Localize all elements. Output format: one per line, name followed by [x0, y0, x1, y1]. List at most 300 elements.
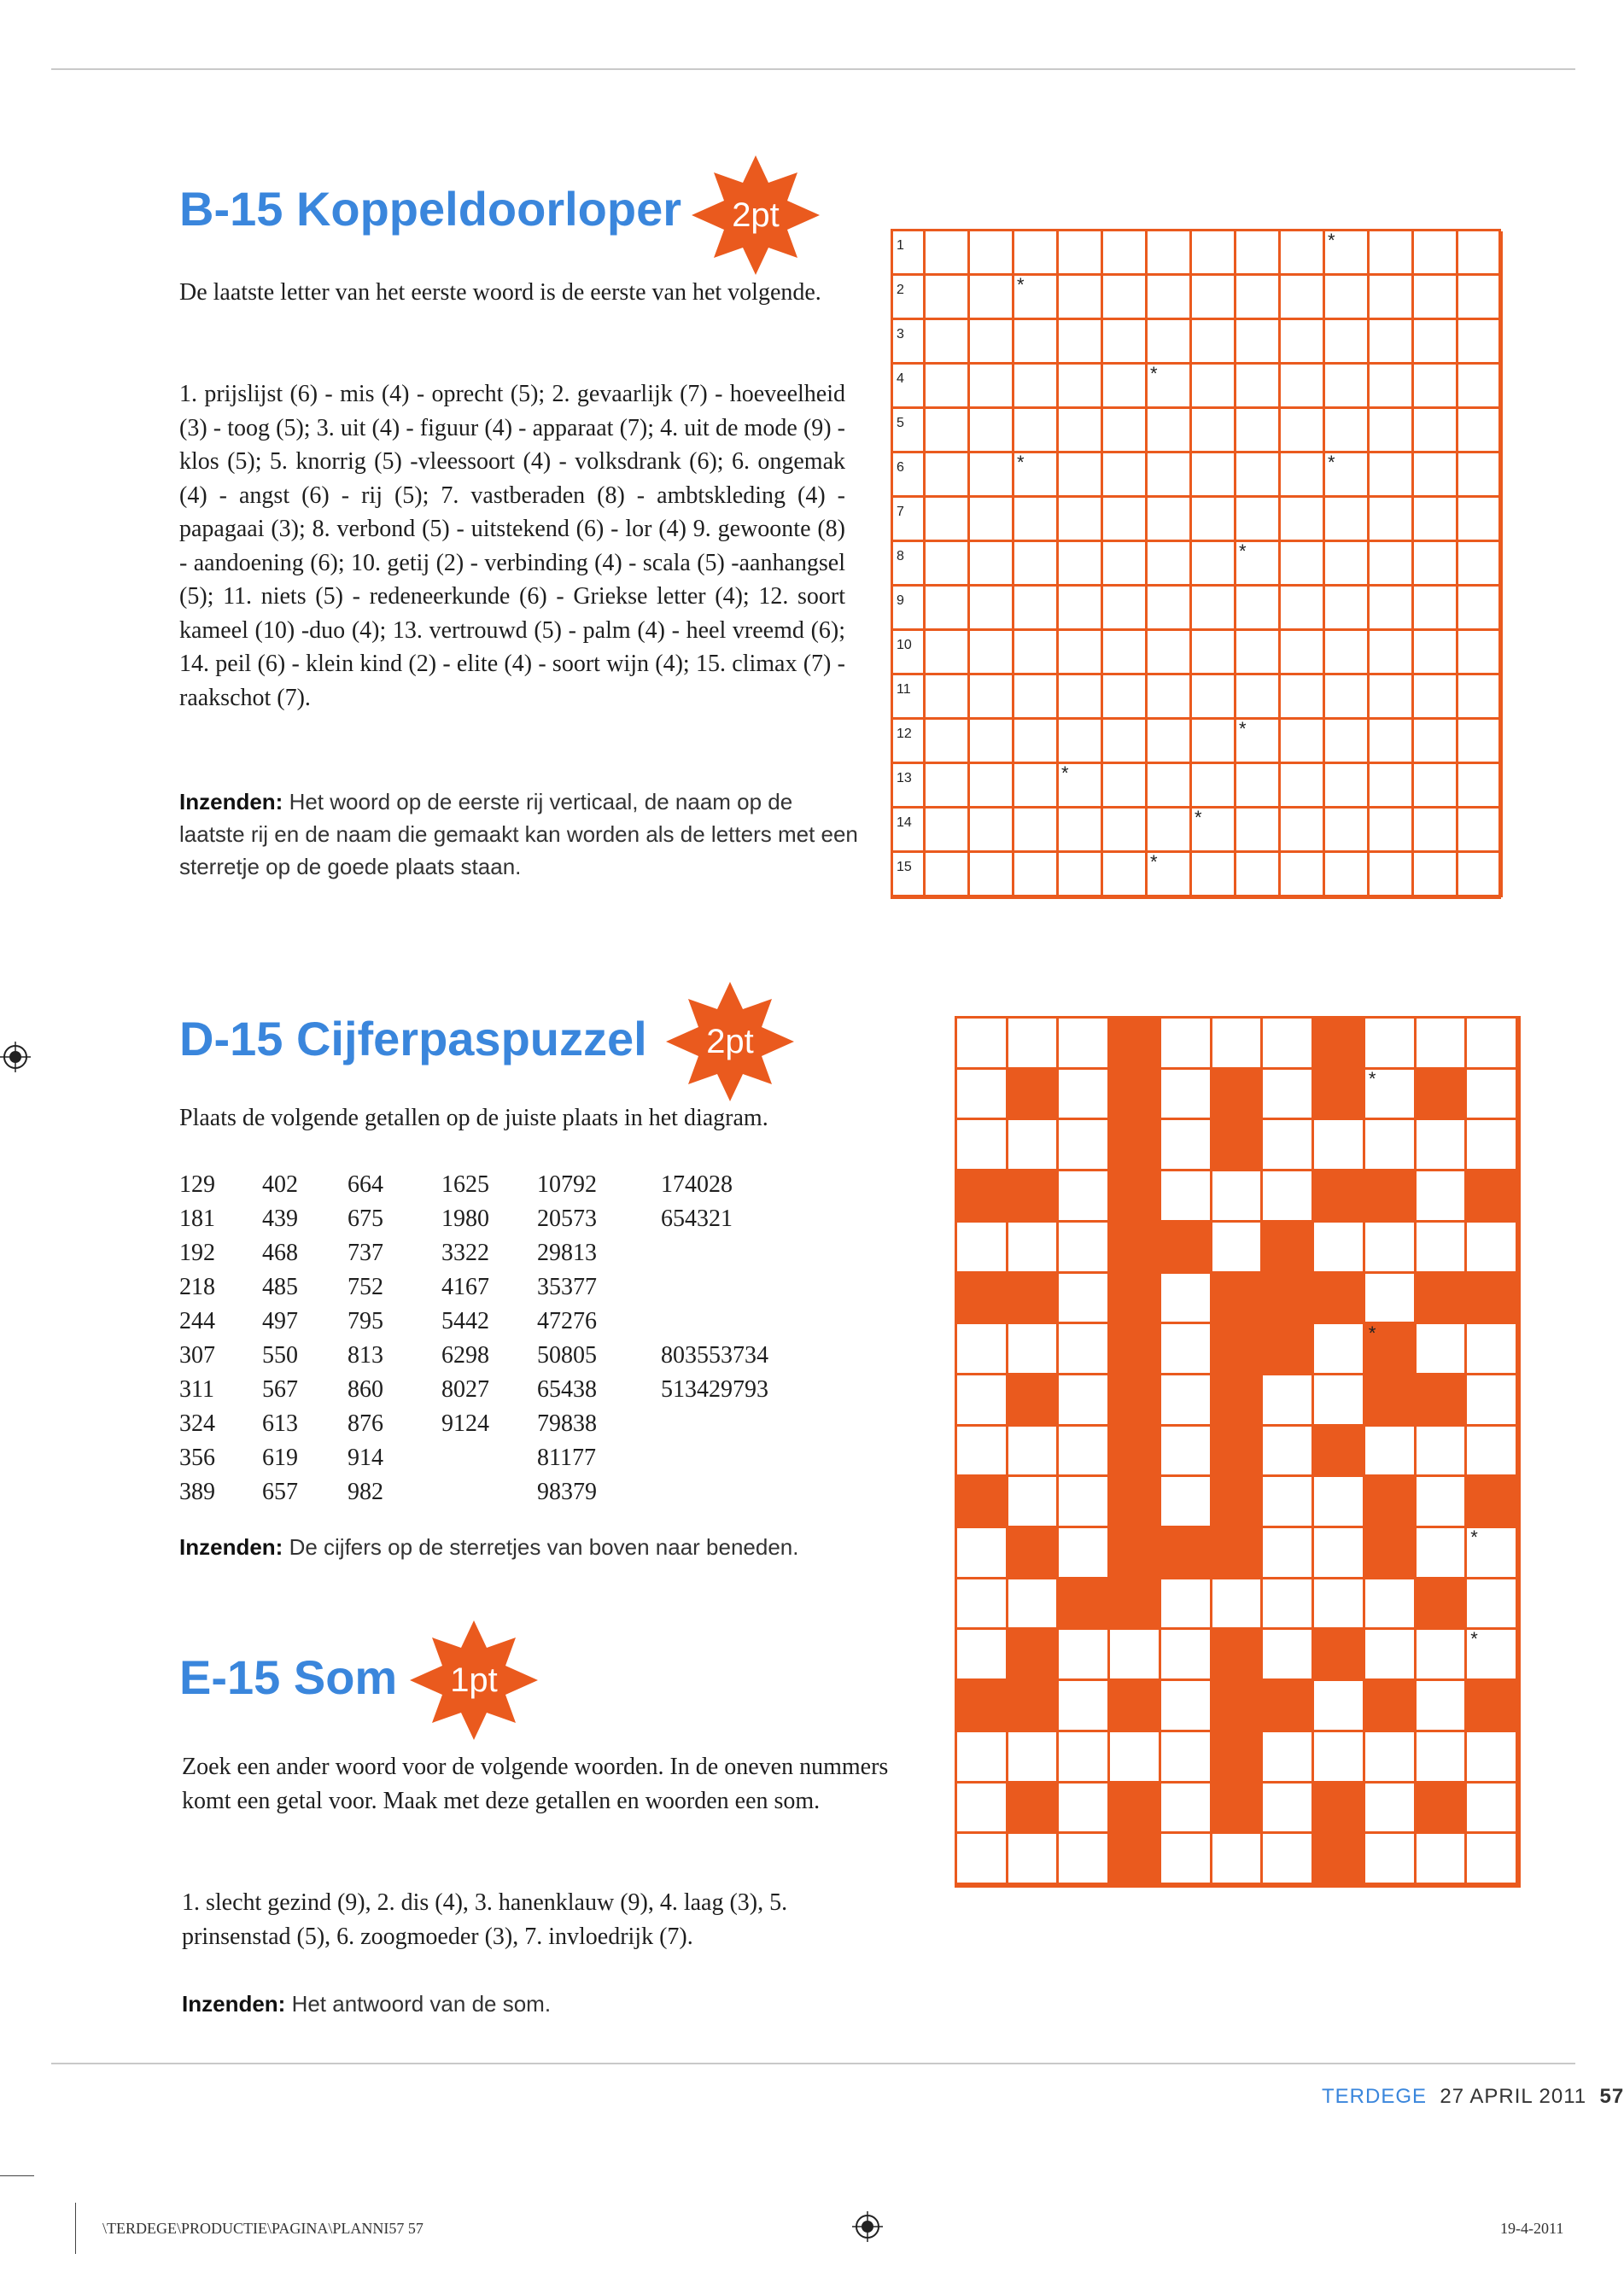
- d15-grid-cell[interactable]: [1365, 1630, 1417, 1681]
- b15-grid-cell[interactable]: [1414, 587, 1458, 631]
- d15-grid-cell[interactable]: [1467, 1375, 1518, 1427]
- b15-grid-cell[interactable]: [1148, 231, 1192, 276]
- b15-grid-cell[interactable]: [1281, 365, 1325, 409]
- b15-grid-cell[interactable]: [1325, 631, 1370, 675]
- b15-grid-cell[interactable]: [1325, 764, 1370, 809]
- b15-grid-cell[interactable]: [1281, 764, 1325, 809]
- b15-grid-cell[interactable]: [926, 542, 970, 587]
- b15-grid-cell[interactable]: [1236, 542, 1281, 587]
- b15-grid-cell[interactable]: [1192, 853, 1236, 897]
- b15-grid-cell[interactable]: [1325, 453, 1370, 498]
- b15-grid-cell[interactable]: [1414, 631, 1458, 675]
- b15-grid-cell[interactable]: [1014, 542, 1059, 587]
- b15-grid-cell[interactable]: [1014, 853, 1059, 897]
- d15-grid-cell[interactable]: [1263, 1630, 1314, 1681]
- d15-grid-cell[interactable]: [1161, 1427, 1212, 1478]
- d15-grid-cell[interactable]: [1417, 1732, 1468, 1784]
- b15-grid-cell[interactable]: [1414, 453, 1458, 498]
- b15-grid-cell[interactable]: [1370, 720, 1414, 764]
- d15-grid-cell[interactable]: [1365, 1019, 1417, 1070]
- b15-grid-cell[interactable]: [1325, 498, 1370, 542]
- b15-grid-cell[interactable]: [1148, 764, 1192, 809]
- b15-grid-cell[interactable]: [1236, 409, 1281, 453]
- b15-grid-cell[interactable]: [1458, 453, 1503, 498]
- b15-grid-cell[interactable]: [1370, 853, 1414, 897]
- b15-grid-cell[interactable]: [1414, 853, 1458, 897]
- b15-grid-cell[interactable]: [1325, 409, 1370, 453]
- b15-grid-cell[interactable]: [1103, 453, 1148, 498]
- d15-grid-cell[interactable]: [1161, 1324, 1212, 1375]
- b15-grid-cell[interactable]: [1458, 542, 1503, 587]
- b15-grid-cell[interactable]: [1059, 409, 1103, 453]
- b15-grid-cell[interactable]: [1458, 365, 1503, 409]
- d15-grid-cell[interactable]: [957, 1732, 1008, 1784]
- d15-grid-cell[interactable]: [1161, 1630, 1212, 1681]
- d15-grid-cell[interactable]: [1314, 1477, 1365, 1528]
- d15-grid-cell[interactable]: [1263, 1784, 1314, 1835]
- b15-grid-cell[interactable]: [1014, 809, 1059, 853]
- d15-grid-cell[interactable]: [1263, 1019, 1314, 1070]
- d15-grid-cell[interactable]: [1059, 1681, 1110, 1732]
- d15-grid-cell[interactable]: [1059, 1171, 1110, 1223]
- b15-grid-cell[interactable]: [1236, 276, 1281, 320]
- b15-grid-cell[interactable]: [1325, 720, 1370, 764]
- b15-grid-cell[interactable]: [1281, 276, 1325, 320]
- b15-grid-cell[interactable]: [926, 365, 970, 409]
- d15-grid-cell[interactable]: [1161, 1732, 1212, 1784]
- b15-grid-cell[interactable]: [1281, 631, 1325, 675]
- b15-grid-cell[interactable]: [1103, 809, 1148, 853]
- b15-grid-cell[interactable]: [1103, 720, 1148, 764]
- d15-grid-cell[interactable]: [1008, 1834, 1060, 1885]
- b15-grid-cell[interactable]: [1281, 542, 1325, 587]
- b15-grid-cell[interactable]: [1458, 320, 1503, 365]
- b15-grid-cell[interactable]: [1014, 764, 1059, 809]
- b15-grid-cell[interactable]: [1325, 320, 1370, 365]
- d15-grid-cell[interactable]: [1314, 1579, 1365, 1631]
- b15-grid-cell[interactable]: [1414, 764, 1458, 809]
- d15-grid-cell[interactable]: [1365, 1732, 1417, 1784]
- d15-grid-cell[interactable]: [957, 1427, 1008, 1478]
- d15-grid-cell[interactable]: [1059, 1834, 1110, 1885]
- b15-grid-cell[interactable]: [1103, 498, 1148, 542]
- b15-grid-cell[interactable]: [1370, 276, 1414, 320]
- b15-grid-cell[interactable]: [1059, 675, 1103, 720]
- b15-grid-cell[interactable]: [970, 764, 1014, 809]
- d15-grid-cell[interactable]: [1417, 1630, 1468, 1681]
- b15-grid-cell[interactable]: [970, 853, 1014, 897]
- d15-grid-cell[interactable]: [1161, 1019, 1212, 1070]
- d15-grid-cell[interactable]: [1059, 1375, 1110, 1427]
- d15-grid-cell[interactable]: [1263, 1477, 1314, 1528]
- b15-grid-cell[interactable]: [1414, 809, 1458, 853]
- d15-grid-cell[interactable]: [957, 1630, 1008, 1681]
- b15-grid-cell[interactable]: [1192, 764, 1236, 809]
- b15-grid-cell[interactable]: [1370, 365, 1414, 409]
- b15-grid-cell[interactable]: [926, 409, 970, 453]
- b15-grid-cell[interactable]: [1103, 231, 1148, 276]
- b15-grid-cell[interactable]: [1236, 453, 1281, 498]
- d15-grid-cell[interactable]: [1467, 1120, 1518, 1171]
- d15-grid-cell[interactable]: [1161, 1120, 1212, 1171]
- d15-grid-cell[interactable]: [1467, 1732, 1518, 1784]
- d15-grid-cell[interactable]: [1314, 1528, 1365, 1579]
- b15-grid-cell[interactable]: [1414, 675, 1458, 720]
- b15-grid-cell[interactable]: [1325, 853, 1370, 897]
- b15-grid-cell[interactable]: [1103, 276, 1148, 320]
- b15-grid-cell[interactable]: [1059, 809, 1103, 853]
- d15-grid-cell[interactable]: [1059, 1477, 1110, 1528]
- b15-grid-cell[interactable]: [1281, 453, 1325, 498]
- d15-grid-cell[interactable]: [1059, 1427, 1110, 1478]
- b15-grid-cell[interactable]: [1281, 587, 1325, 631]
- b15-grid-cell[interactable]: [1325, 809, 1370, 853]
- b15-grid-cell[interactable]: [1325, 231, 1370, 276]
- d15-grid-cell[interactable]: [1059, 1274, 1110, 1325]
- b15-grid-cell[interactable]: [1103, 853, 1148, 897]
- d15-grid-cell[interactable]: [1008, 1579, 1060, 1631]
- b15-grid-cell[interactable]: [1059, 276, 1103, 320]
- b15-grid-cell[interactable]: [1414, 320, 1458, 365]
- b15-grid-cell[interactable]: [1059, 542, 1103, 587]
- b15-grid-cell[interactable]: [1370, 453, 1414, 498]
- d15-grid-cell[interactable]: [1365, 1223, 1417, 1274]
- d15-grid-cell[interactable]: [1417, 1019, 1468, 1070]
- b15-grid-cell[interactable]: [1192, 320, 1236, 365]
- d15-grid-cell[interactable]: [1161, 1579, 1212, 1631]
- b15-grid-cell[interactable]: [1148, 542, 1192, 587]
- d15-grid-cell[interactable]: [1161, 1274, 1212, 1325]
- b15-grid-cell[interactable]: [1014, 631, 1059, 675]
- b15-grid-cell[interactable]: [1148, 853, 1192, 897]
- b15-grid-cell[interactable]: [1414, 231, 1458, 276]
- b15-grid-cell[interactable]: [1458, 276, 1503, 320]
- b15-grid-cell[interactable]: [926, 764, 970, 809]
- b15-grid-cell[interactable]: [1192, 276, 1236, 320]
- b15-grid-cell[interactable]: [1325, 542, 1370, 587]
- d15-grid-cell[interactable]: [1263, 1375, 1314, 1427]
- d15-grid-cell[interactable]: [1467, 1630, 1518, 1681]
- b15-grid-cell[interactable]: [1103, 631, 1148, 675]
- d15-grid-cell[interactable]: [957, 1324, 1008, 1375]
- b15-grid-cell[interactable]: [1148, 720, 1192, 764]
- b15-grid-cell[interactable]: [1414, 498, 1458, 542]
- b15-grid-cell[interactable]: [1325, 675, 1370, 720]
- d15-grid-cell[interactable]: [1212, 1223, 1264, 1274]
- b15-grid-cell[interactable]: [926, 587, 970, 631]
- d15-grid-cell[interactable]: [1365, 1274, 1417, 1325]
- b15-grid-cell[interactable]: [1281, 720, 1325, 764]
- b15-grid-cell[interactable]: [1325, 276, 1370, 320]
- d15-grid-cell[interactable]: [1417, 1528, 1468, 1579]
- b15-grid-cell[interactable]: [1059, 365, 1103, 409]
- b15-grid-cell[interactable]: [970, 675, 1014, 720]
- d15-grid-cell[interactable]: [1110, 1630, 1161, 1681]
- b15-grid-cell[interactable]: [1281, 231, 1325, 276]
- d15-grid-cell[interactable]: [1161, 1477, 1212, 1528]
- b15-grid-cell[interactable]: [1281, 498, 1325, 542]
- b15-grid-cell[interactable]: [1103, 320, 1148, 365]
- b15-grid-cell[interactable]: [1059, 587, 1103, 631]
- b15-grid-cell[interactable]: [970, 320, 1014, 365]
- b15-grid-cell[interactable]: [926, 453, 970, 498]
- d15-grid-cell[interactable]: [1417, 1427, 1468, 1478]
- b15-grid-cell[interactable]: [1370, 764, 1414, 809]
- b15-grid-cell[interactable]: [970, 498, 1014, 542]
- b15-grid-cell[interactable]: [1236, 365, 1281, 409]
- d15-grid-cell[interactable]: [1212, 1171, 1264, 1223]
- b15-grid-cell[interactable]: [1370, 320, 1414, 365]
- d15-grid-cell[interactable]: [1417, 1223, 1468, 1274]
- d15-grid-cell[interactable]: [1059, 1070, 1110, 1121]
- b15-grid-cell[interactable]: [1370, 498, 1414, 542]
- d15-grid-cell[interactable]: [1059, 1732, 1110, 1784]
- b15-grid-cell[interactable]: [1370, 675, 1414, 720]
- b15-grid-cell[interactable]: [1148, 276, 1192, 320]
- b15-grid-cell[interactable]: [1236, 853, 1281, 897]
- b15-grid-cell[interactable]: [926, 675, 970, 720]
- d15-grid-cell[interactable]: [1263, 1427, 1314, 1478]
- b15-grid-cell[interactable]: [1148, 809, 1192, 853]
- b15-grid-cell[interactable]: [1014, 498, 1059, 542]
- d15-grid-cell[interactable]: [1417, 1834, 1468, 1885]
- d15-grid-cell[interactable]: [1212, 1834, 1264, 1885]
- d15-grid-cell[interactable]: [1008, 1427, 1060, 1478]
- d15-grid-cell[interactable]: [1365, 1120, 1417, 1171]
- d15-grid-cell[interactable]: [1467, 1070, 1518, 1121]
- b15-grid-cell[interactable]: [1458, 498, 1503, 542]
- b15-grid-cell[interactable]: [1014, 365, 1059, 409]
- b15-grid-cell[interactable]: [1059, 320, 1103, 365]
- d15-grid-cell[interactable]: [1161, 1784, 1212, 1835]
- b15-grid-cell[interactable]: [1059, 720, 1103, 764]
- b15-grid-cell[interactable]: [1192, 587, 1236, 631]
- b15-grid-cell[interactable]: [1458, 231, 1503, 276]
- b15-grid-cell[interactable]: [1148, 498, 1192, 542]
- b15-grid-cell[interactable]: [1014, 587, 1059, 631]
- b15-grid-cell[interactable]: [1281, 320, 1325, 365]
- b15-grid-cell[interactable]: [970, 276, 1014, 320]
- d15-grid-cell[interactable]: [957, 1528, 1008, 1579]
- b15-grid-cell[interactable]: [1103, 542, 1148, 587]
- b15-grid-cell[interactable]: [1414, 409, 1458, 453]
- b15-grid-cell[interactable]: [1236, 231, 1281, 276]
- b15-grid-cell[interactable]: [926, 631, 970, 675]
- b15-grid-cell[interactable]: [1192, 498, 1236, 542]
- d15-grid-cell[interactable]: [1417, 1324, 1468, 1375]
- d15-grid-cell[interactable]: [1008, 1120, 1060, 1171]
- b15-grid-cell[interactable]: [1014, 453, 1059, 498]
- b15-grid-cell[interactable]: [1103, 409, 1148, 453]
- d15-grid-cell[interactable]: [1059, 1120, 1110, 1171]
- b15-grid-cell[interactable]: [1103, 675, 1148, 720]
- b15-grid-cell[interactable]: [1236, 320, 1281, 365]
- b15-grid-cell[interactable]: [1059, 453, 1103, 498]
- b15-grid-cell[interactable]: [1458, 409, 1503, 453]
- b15-grid-cell[interactable]: [1192, 409, 1236, 453]
- b15-grid-cell[interactable]: [1192, 453, 1236, 498]
- d15-grid-cell[interactable]: [1008, 1477, 1060, 1528]
- d15-grid-cell[interactable]: [1212, 1019, 1264, 1070]
- b15-grid-cell[interactable]: [1192, 809, 1236, 853]
- b15-grid-cell[interactable]: [1281, 409, 1325, 453]
- b15-grid-cell[interactable]: [970, 231, 1014, 276]
- b15-grid-cell[interactable]: [1370, 809, 1414, 853]
- b15-grid-cell[interactable]: [1236, 631, 1281, 675]
- b15-grid-cell[interactable]: [1059, 853, 1103, 897]
- b15-grid-cell[interactable]: [970, 409, 1014, 453]
- b15-grid-cell[interactable]: [1014, 276, 1059, 320]
- d15-grid-cell[interactable]: [1467, 1324, 1518, 1375]
- d15-grid-cell[interactable]: [1417, 1477, 1468, 1528]
- b15-grid-cell[interactable]: [1059, 631, 1103, 675]
- d15-grid-cell[interactable]: [957, 1375, 1008, 1427]
- b15-grid-cell[interactable]: [1148, 631, 1192, 675]
- b15-grid-cell[interactable]: [1370, 587, 1414, 631]
- b15-grid-cell[interactable]: [1458, 675, 1503, 720]
- b15-grid-cell[interactable]: [1414, 365, 1458, 409]
- b15-grid-cell[interactable]: [1014, 320, 1059, 365]
- d15-grid-cell[interactable]: [1314, 1681, 1365, 1732]
- b15-grid-cell[interactable]: [970, 809, 1014, 853]
- d15-grid-cell[interactable]: [1059, 1528, 1110, 1579]
- d15-grid-cell[interactable]: [1467, 1784, 1518, 1835]
- d15-grid-cell[interactable]: [1161, 1375, 1212, 1427]
- b15-grid-cell[interactable]: [1370, 409, 1414, 453]
- d15-grid-cell[interactable]: [957, 1019, 1008, 1070]
- b15-grid-cell[interactable]: [1458, 853, 1503, 897]
- d15-grid-cell[interactable]: [1417, 1171, 1468, 1223]
- d15-grid-cell[interactable]: [1263, 1732, 1314, 1784]
- b15-grid-cell[interactable]: [1014, 231, 1059, 276]
- b15-grid-cell[interactable]: [1192, 231, 1236, 276]
- d15-grid-cell[interactable]: [1467, 1019, 1518, 1070]
- b15-grid-cell[interactable]: [1103, 587, 1148, 631]
- d15-grid-cell[interactable]: [1263, 1120, 1314, 1171]
- b15-grid-cell[interactable]: [926, 231, 970, 276]
- b15-grid-cell[interactable]: [970, 631, 1014, 675]
- b15-grid-cell[interactable]: [1014, 409, 1059, 453]
- d15-grid-cell[interactable]: [957, 1834, 1008, 1885]
- d15-grid-cell[interactable]: [1059, 1223, 1110, 1274]
- b15-grid-cell[interactable]: [970, 542, 1014, 587]
- b15-grid-cell[interactable]: [1192, 542, 1236, 587]
- d15-grid-cell[interactable]: [1110, 1732, 1161, 1784]
- d15-grid-cell[interactable]: [1059, 1630, 1110, 1681]
- b15-grid-cell[interactable]: [1148, 409, 1192, 453]
- b15-grid-cell[interactable]: [1059, 498, 1103, 542]
- b15-grid-cell[interactable]: [1236, 675, 1281, 720]
- b15-grid-cell[interactable]: [1148, 587, 1192, 631]
- d15-grid-cell[interactable]: [1059, 1019, 1110, 1070]
- b15-grid-cell[interactable]: [926, 320, 970, 365]
- b15-grid-cell[interactable]: [926, 276, 970, 320]
- d15-grid-cell[interactable]: [1467, 1834, 1518, 1885]
- d15-grid-cell[interactable]: [1467, 1223, 1518, 1274]
- b15-grid-cell[interactable]: [1192, 720, 1236, 764]
- b15-grid-cell[interactable]: [1370, 542, 1414, 587]
- d15-grid-cell[interactable]: [1467, 1579, 1518, 1631]
- b15-grid-cell[interactable]: [1458, 631, 1503, 675]
- d15-grid-cell[interactable]: [1161, 1681, 1212, 1732]
- b15-grid-cell[interactable]: [1148, 675, 1192, 720]
- d15-grid-cell[interactable]: [1314, 1732, 1365, 1784]
- b15-grid-cell[interactable]: [1236, 764, 1281, 809]
- b15-grid-cell[interactable]: [970, 587, 1014, 631]
- d15-grid-cell[interactable]: [1365, 1834, 1417, 1885]
- d15-grid-cell[interactable]: [1365, 1067, 1417, 1121]
- b15-grid-cell[interactable]: [1192, 675, 1236, 720]
- b15-grid-cell[interactable]: [926, 853, 970, 897]
- d15-grid-cell[interactable]: [1212, 1579, 1264, 1631]
- b15-grid-cell[interactable]: [1414, 542, 1458, 587]
- d15-grid-cell[interactable]: [1161, 1834, 1212, 1885]
- d15-grid-cell[interactable]: [1008, 1223, 1060, 1274]
- d15-grid-cell[interactable]: [1417, 1681, 1468, 1732]
- d15-grid-cell[interactable]: [957, 1784, 1008, 1835]
- b15-grid-cell[interactable]: [1059, 764, 1103, 809]
- b15-grid-cell[interactable]: [1281, 853, 1325, 897]
- b15-grid-cell[interactable]: [1281, 675, 1325, 720]
- b15-grid-cell[interactable]: [1103, 764, 1148, 809]
- d15-grid-cell[interactable]: [1365, 1784, 1417, 1835]
- d15-grid-cell[interactable]: [1314, 1324, 1365, 1375]
- d15-grid-cell[interactable]: [1314, 1223, 1365, 1274]
- b15-grid-cell[interactable]: [1414, 276, 1458, 320]
- d15-grid-cell[interactable]: [1467, 1528, 1518, 1579]
- d15-grid-cell[interactable]: [1008, 1019, 1060, 1070]
- b15-grid-cell[interactable]: [1414, 720, 1458, 764]
- d15-grid-cell[interactable]: [1059, 1324, 1110, 1375]
- b15-grid-cell[interactable]: [970, 720, 1014, 764]
- b15-grid-cell[interactable]: [970, 453, 1014, 498]
- d15-grid-cell[interactable]: [1314, 1375, 1365, 1427]
- b15-grid-cell[interactable]: [926, 809, 970, 853]
- d15-grid-cell[interactable]: [957, 1120, 1008, 1171]
- b15-grid-cell[interactable]: [1014, 720, 1059, 764]
- b15-grid-cell[interactable]: [1458, 809, 1503, 853]
- b15-grid-cell[interactable]: [1192, 365, 1236, 409]
- d15-grid-cell[interactable]: [1161, 1070, 1212, 1121]
- b15-grid-cell[interactable]: [1148, 320, 1192, 365]
- d15-grid-cell[interactable]: [1263, 1834, 1314, 1885]
- b15-grid-cell[interactable]: [1236, 498, 1281, 542]
- b15-grid-cell[interactable]: [1458, 720, 1503, 764]
- b15-grid-cell[interactable]: [1148, 365, 1192, 409]
- d15-grid-cell[interactable]: [1263, 1579, 1314, 1631]
- b15-grid-cell[interactable]: [1370, 631, 1414, 675]
- b15-grid-cell[interactable]: [1192, 631, 1236, 675]
- d15-grid-cell[interactable]: [1263, 1528, 1314, 1579]
- d15-grid-cell[interactable]: [1263, 1070, 1314, 1121]
- b15-grid-cell[interactable]: [970, 365, 1014, 409]
- d15-grid-cell[interactable]: [1467, 1427, 1518, 1478]
- b15-grid-cell[interactable]: [1458, 764, 1503, 809]
- b15-grid-cell[interactable]: [1103, 365, 1148, 409]
- b15-grid-cell[interactable]: [1325, 365, 1370, 409]
- b15-grid-cell[interactable]: [1236, 720, 1281, 764]
- b15-grid-cell[interactable]: [926, 720, 970, 764]
- b15-grid-cell[interactable]: [926, 498, 970, 542]
- b15-grid-cell[interactable]: [1059, 231, 1103, 276]
- b15-grid-cell[interactable]: [1236, 587, 1281, 631]
- b15-grid-cell[interactable]: [1370, 231, 1414, 276]
- d15-grid-cell[interactable]: [1161, 1171, 1212, 1223]
- d15-grid-cell[interactable]: [957, 1070, 1008, 1121]
- b15-grid-cell[interactable]: [1014, 675, 1059, 720]
- d15-grid-cell[interactable]: [1314, 1120, 1365, 1171]
- d15-grid-cell[interactable]: [1008, 1324, 1060, 1375]
